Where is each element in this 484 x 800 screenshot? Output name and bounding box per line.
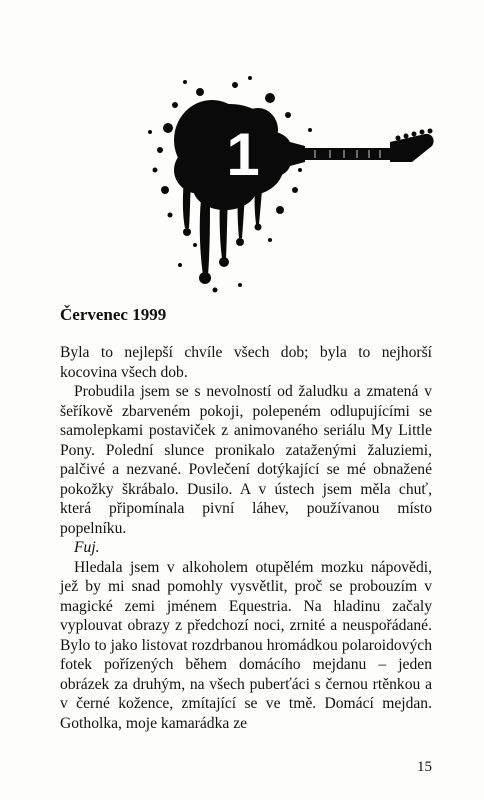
chapter-number: 1 bbox=[226, 121, 260, 188]
paragraph: Hledala jsem v alkoholem otupělém mozku nápovědi, jež by mi snad pomohly vysvětlit, proč se probouzím v magické zemi jménem Equestria. Na hladinu začaly vyplouvat obrazy z předchozí noci, zrnité a neuspořádané. Bylo to jako listovat rozdrbanou hromádkou polaroidových fotek pořízených během domácího mejdanu – jeden obrázek za druhým, na všech puberťáci s černou rtěnkou a v černé kožence, zmítající se ve tmě. Domácí mejdan. Gotholka, moje kamarádka ze bbox=[60, 558, 432, 732]
page-number: 15 bbox=[417, 759, 432, 775]
chapter-heading: Červenec 1999 bbox=[60, 305, 167, 324]
ink-splatter-guitar-icon bbox=[140, 70, 440, 310]
body-text bbox=[60, 343, 432, 733]
paragraph: Probudila jsem se s nevolností od žaludku a zmatená v šeříkově zbarveném pokoji, polepeném odlupujícími se samolepkami postaviček z animovaného seriálu My Little Pony. Polední slunce pronikalo zataženými žaluziemi, palčivé a nezvané. Povlečení dotýkající se mé obnažené pokožky škrábalo. Dusilo. A v ústech jsem měla chuť, která připomínala pivní láhev, používanou místo popelníku. bbox=[60, 383, 432, 537]
paragraph: Byla to nejlepší chvíle všech dob; byla to nejhorší kocovina všech dob. bbox=[60, 344, 432, 381]
paragraph: Fuj. bbox=[74, 539, 100, 556]
